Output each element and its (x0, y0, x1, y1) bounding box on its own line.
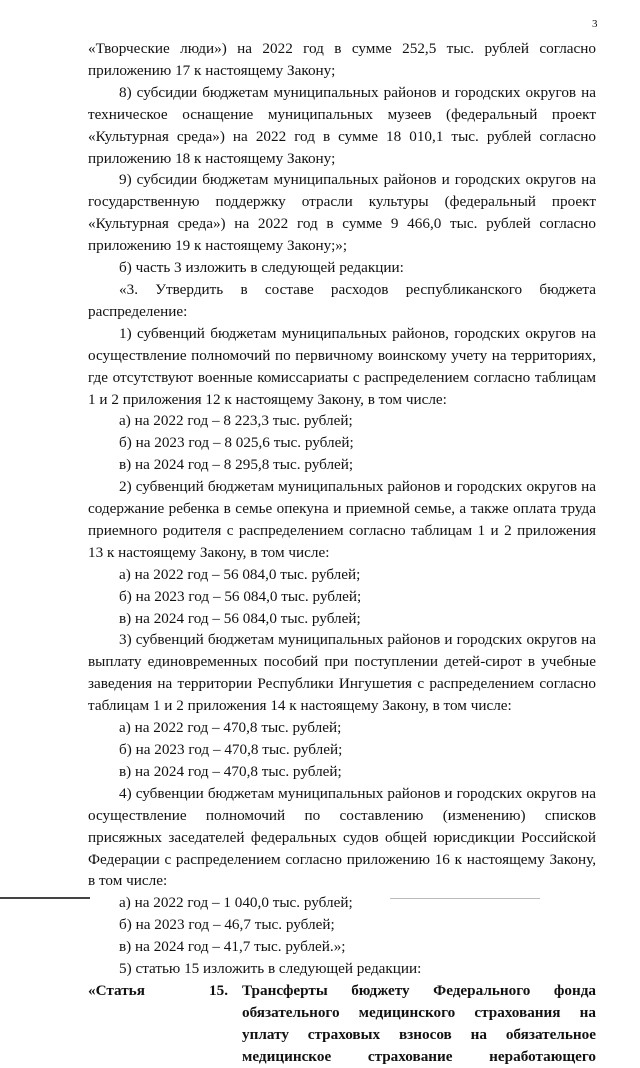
paragraph: «3. Утвердить в составе расходов республиканского бюджета распределение: (88, 280, 596, 320)
paragraph: 5) статью 15 изложить в следующей редакции: (119, 960, 422, 978)
document-body (88, 38, 596, 1068)
paragraph: б) часть 3 изложить в следующей редакции: (119, 259, 404, 277)
article-number: 15. (209, 981, 228, 999)
article-word: «Статья (88, 981, 145, 999)
list-item: а) на 2022 год – 8 223,3 тыс. рублей; (119, 412, 353, 430)
paragraph: 9) субсидии бюджетам муниципальных районов и городских округов на государственную поддержку отрасли культуры (федеральный проект «Культурная среда») на 2022 год в сумме 9 466,0 тыс. рублей согласно приложению 19 к настоящему Закону;»; (88, 171, 596, 255)
scan-edge-mark (0, 896, 640, 899)
list-item: в) на 2024 год – 8 295,8 тыс. рублей; (119, 456, 354, 474)
article-title: Трансферты бюджету Федерального фонда обязательного медицинского страхования на уплату страховых взносов на обязательное медицинское страхование неработающего (242, 981, 596, 1065)
paragraph: «Творческие люди») на 2022 год в сумме 252,5 тыс. рублей согласно приложению 17 к настоящему Закону; (88, 40, 596, 79)
article-heading (88, 980, 596, 1068)
paragraph: 3) субвенций бюджетам муниципальных районов и городских округов на выплату единовременных пособий при поступлении детей-сирот в учебные заведения на территории Республики Ингушетия с распределением согласно таблицам 1 и 2 приложения 14 к настоящему Закону, в том числе: (88, 631, 596, 715)
paragraph: 2) субвенций бюджетам муниципальных районов и городских округов на содержание ребенка в семье опекуна и приемной семье, а также оплата труда приемного родителя с распределением согласно таблицам 1 и 2 приложения 13 к настоящему Закону, в том числе: (88, 478, 596, 561)
list-item: а) на 2022 год – 56 084,0 тыс. рублей; (119, 565, 361, 583)
paragraph: 1) субвенций бюджетам муниципальных районов, городских округов на осуществление полномочий по первичному воинскому учету на территориях, где отсутствуют военные комиссариаты с распределением согласно таблицам 1 и 2 приложения 12 к настоящему Закону, в том числе: (88, 324, 596, 408)
page-number: 3 (592, 18, 598, 30)
paragraph: 8) субсидии бюджетам муниципальных районов и городских округов на техническое оснащение муниципальных музеев (федеральный проект «Культурная среда») на 2022 год в сумме 18 010,1 тыс. рублей согласно приложению 18 к настоящему Закону; (88, 83, 596, 167)
list-item: в) на 2024 год – 470,8 тыс. рублей; (119, 762, 342, 780)
list-item: а) на 2022 год – 1 040,0 тыс. рублей; (119, 894, 353, 912)
list-item: а) на 2022 год – 470,8 тыс. рублей; (119, 719, 342, 737)
article-label (88, 980, 242, 1068)
list-item: б) на 2023 год – 8 025,6 тыс. рублей; (119, 434, 354, 452)
list-item: в) на 2024 год – 41,7 тыс. рублей.»; (119, 938, 346, 956)
list-item: б) на 2023 год – 46,7 тыс. рублей; (119, 916, 335, 934)
paragraph: 4) субвенции бюджетам муниципальных районов и городских округов на осуществление полномочий по составлению (изменению) списков присяжных заседателей федеральных судов общей юрисдикции Российской Федерации с распределением согласно приложению 16 к настоящему Закону, в том числе: (88, 784, 596, 890)
list-item: б) на 2023 год – 56 084,0 тыс. рублей; (119, 587, 362, 605)
list-item: б) на 2023 год – 470,8 тыс. рублей; (119, 741, 343, 758)
list-item: в) на 2024 год – 56 084,0 тыс. рублей; (119, 609, 361, 627)
